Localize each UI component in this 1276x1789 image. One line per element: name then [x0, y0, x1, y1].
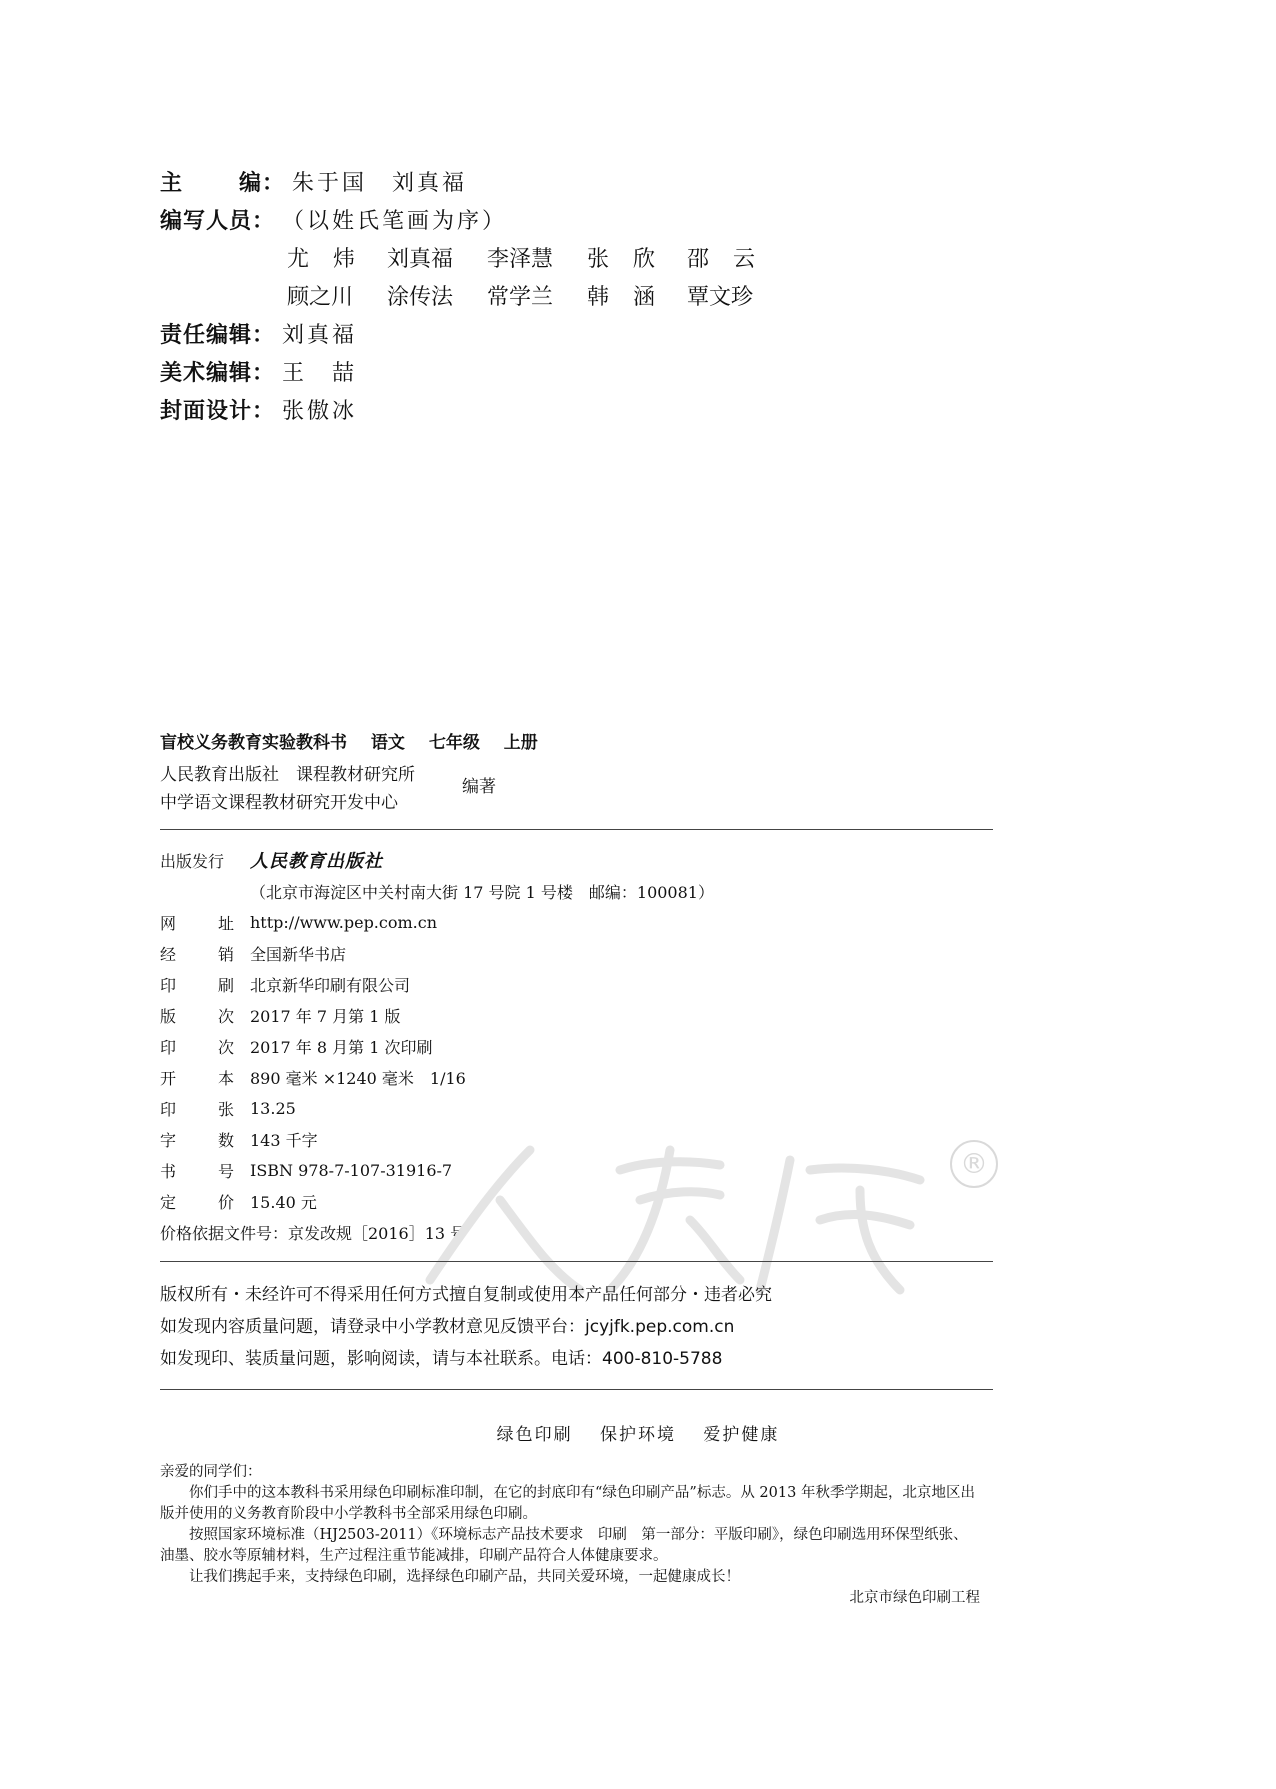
watermark-logo [390, 1130, 970, 1300]
writer-name: 李泽慧 [487, 246, 554, 272]
divider [160, 829, 993, 830]
book-subject: 语文 [370, 733, 405, 753]
info-row-price [160, 1187, 317, 1215]
info-value: 2017 年 7 月第 1 版 [250, 1006, 401, 1026]
writer-name: 常学兰 [487, 284, 554, 310]
info-value: 143 千字 [250, 1130, 318, 1150]
info-label: 网 址 [160, 913, 234, 933]
letter-signature: 北京市绿色印刷工程 [849, 1590, 980, 1606]
writers-label: 编写人员 [160, 208, 253, 234]
writer-name: 刘真福 [387, 246, 454, 272]
info-row-word-count [160, 1125, 318, 1153]
info-value: 北京新华印刷有限公司 [250, 975, 411, 995]
art-editor-value: 王 喆 [282, 360, 358, 386]
responsible-editor-label: 责任编辑 [160, 322, 253, 348]
letter-greeting: 亲爱的同学们： [160, 1464, 262, 1480]
info-label: 定 价 [160, 1192, 234, 1212]
cover-design-label: 封面设计 [160, 398, 253, 424]
compiler-suffix: 编著 [462, 777, 496, 797]
info-row-edition [160, 1001, 401, 1029]
info-value: ISBN 978-7-107-31916-7 [250, 1160, 453, 1180]
cover-design-value: 张傲冰 [282, 398, 358, 424]
chief-editor-label: 主 编 [160, 170, 262, 196]
publisher-address: （北京市海淀区中关村南大街 17 号院 1 号楼 邮编：100081） [250, 882, 714, 902]
compiler-line-1: 人民教育出版社 课程教材研究所 [160, 765, 415, 785]
publisher-logo: 人民教育出版社 [250, 851, 383, 872]
info-value: http://www.pep.com.cn [250, 912, 438, 932]
letter-paragraph: 你们手中的这本教科书采用绿色印刷标准印制，在它的封底印有“绿色印刷产品”标志。从 2013 年秋季学期起，北京地区出版并使用的义务教育阶段中小学教科书全部采用绿色印刷。 [160, 1485, 975, 1522]
writer-name: 涂传法 [387, 284, 454, 310]
info-label: 书 号 [160, 1161, 234, 1181]
price-basis: 价格依据文件号：京发改规［2016］13 号 [160, 1223, 467, 1243]
letter-paragraph: 让我们携起手来，支持绿色印刷，选择绿色印刷产品，共同关爱环境，一起健康成长！ [189, 1569, 740, 1585]
green-printing-letter [160, 1462, 980, 1609]
publisher-label: 出版发行 [160, 851, 225, 871]
publisher-row [160, 846, 383, 874]
info-label: 印 张 [160, 1099, 234, 1119]
info-label: 印 次 [160, 1037, 234, 1057]
info-value: 890 毫米 ×1240 毫米 1/16 [250, 1068, 466, 1088]
print-issue-notice: 如发现印、装质量问题，影响阅读，请与本社联系。电话：400-810-5788 [160, 1349, 723, 1369]
letter-paragraph: 按照国家环境标准（HJ2503-2011）《环境标志产品技术要求 印刷 第一部分：平版印刷》，绿色印刷选用环保型纸张、油墨、胶水等原辅材料，生产过程注重节能减排，印刷产品符合人体健康要求。 [160, 1527, 968, 1564]
credit-cover-design: 封面设计 ： 张傲冰 [160, 390, 357, 428]
compiler-line-2: 中学语文课程教材研究开发中心 [160, 793, 398, 813]
chief-editor-value: 朱于国 刘真福 [292, 170, 468, 196]
info-row-printer [160, 970, 410, 998]
info-row-website [160, 908, 437, 936]
credit-writers: 编写人员 ： （以姓氏笔画为序） [160, 200, 507, 238]
credit-art-editor: 美术编辑 ： 王 喆 [160, 352, 357, 390]
divider [160, 1389, 993, 1390]
info-value: 2017 年 8 月第 1 次印刷 [250, 1037, 433, 1057]
credit-responsible-editor: 责任编辑 ： 刘真福 [160, 314, 357, 352]
art-editor-label: 美术编辑 [160, 360, 253, 386]
writer-name: 韩 涵 [587, 284, 655, 310]
responsible-editor-value: 刘真福 [282, 322, 358, 348]
info-value: 全国新华书店 [250, 944, 347, 964]
writer-name: 顾之川 [287, 284, 354, 310]
info-row-format [160, 1063, 466, 1091]
writer-name: 尤 炜 [287, 246, 355, 272]
writer-name: 覃文珍 [687, 284, 754, 310]
green-printing-slogan: 绿色印刷 保护环境 爱护健康 [496, 1425, 780, 1445]
writer-name: 张 欣 [587, 246, 655, 272]
info-value: 15.40 元 [250, 1192, 317, 1212]
info-label: 经 销 [160, 944, 234, 964]
writers-note: （以姓氏笔画为序） [282, 208, 508, 234]
book-series: 盲校义务教育实验教科书 [160, 733, 347, 753]
book-grade: 七年级 [428, 733, 480, 753]
info-label: 开 本 [160, 1068, 234, 1088]
info-label: 印 刷 [160, 975, 234, 995]
info-value: 13.25 [250, 1098, 296, 1118]
writers-row-2 [287, 276, 787, 314]
info-label: 版 次 [160, 1006, 234, 1026]
info-row-sheets [160, 1094, 296, 1122]
info-row-distributor [160, 939, 346, 967]
info-row-printing [160, 1032, 433, 1060]
divider [160, 1261, 993, 1262]
writers-row-1 [287, 238, 787, 276]
book-title [160, 728, 556, 753]
copyright-notice: 版权所有・未经许可不得采用任何方式擅自复制或使用本产品任何部分・违者必究 [160, 1285, 772, 1305]
registered-mark: ® [950, 1140, 998, 1188]
book-volume: 上册 [503, 733, 538, 753]
writer-name: 邵 云 [687, 246, 755, 272]
info-label: 字 数 [160, 1130, 234, 1150]
credit-chief-editor: 主 编 ： 朱于国 刘真福 [160, 162, 467, 200]
content-issue-notice: 如发现内容质量问题，请登录中小学教材意见反馈平台：jcyjfk.pep.com.cn [160, 1317, 735, 1337]
